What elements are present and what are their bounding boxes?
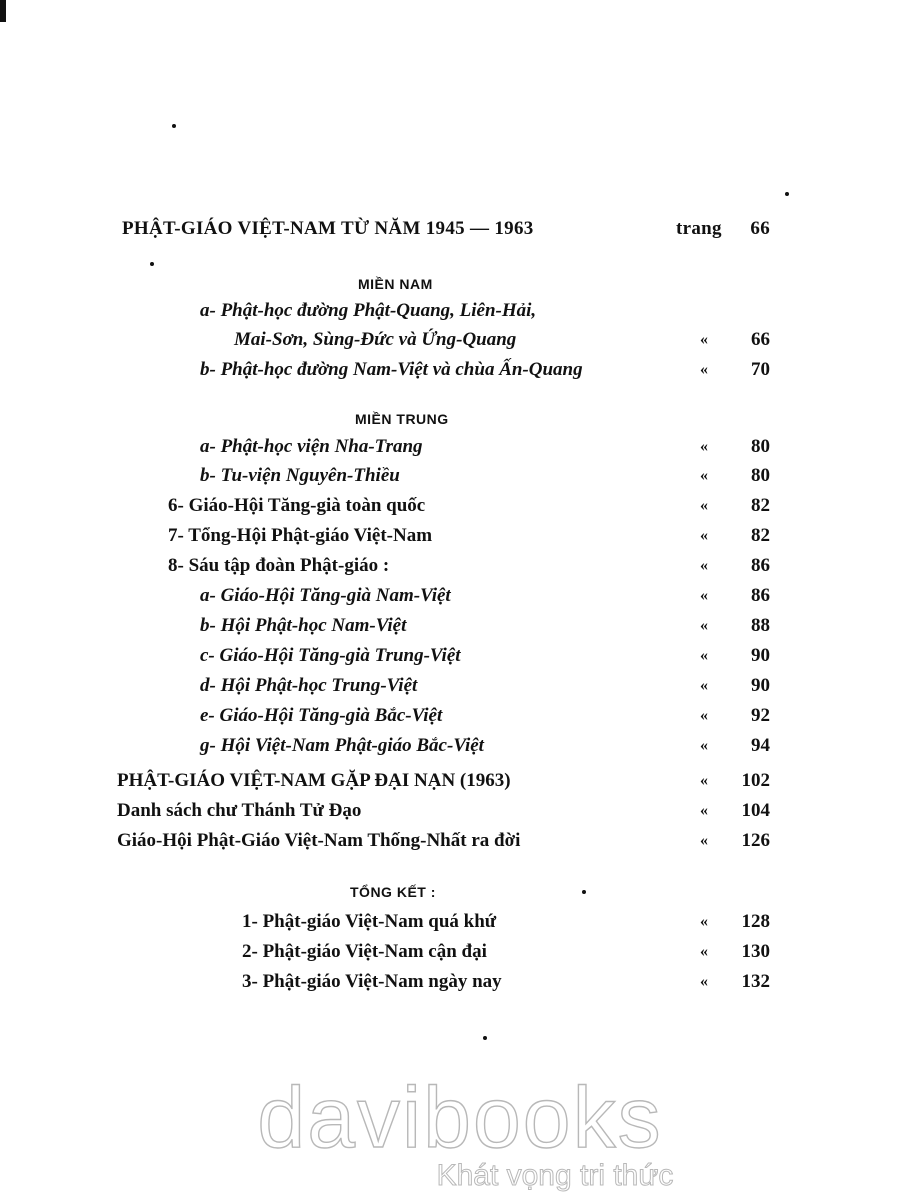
entry-title: 8- Sáu tập đoàn Phật-giáo : <box>168 555 390 576</box>
page-number: 70 <box>751 359 770 380</box>
page-number: 82 <box>751 525 770 546</box>
page-number: 130 <box>741 941 770 962</box>
page-number: 128 <box>741 911 770 932</box>
ditto-mark: « <box>700 617 708 634</box>
ditto-mark: « <box>700 331 708 348</box>
section-heading-mien-nam: MIỀN NAM <box>358 276 433 292</box>
page-number: 86 <box>751 585 770 606</box>
toc-entry-mien-nam-b[interactable] <box>0 355 900 385</box>
ditto-mark: « <box>700 527 708 544</box>
page-number: 82 <box>751 495 770 516</box>
entry-title: b- Tu-viện Nguyên-Thiều <box>200 465 400 486</box>
page-number: 88 <box>751 615 770 636</box>
page-number: 92 <box>751 705 770 726</box>
scan-speck <box>785 192 789 196</box>
entry-title: PHẬT-GIÁO VIỆT-NAM GẶP ĐẠI NẠN (1963) <box>117 770 511 791</box>
entry-title: a- Phật-học viện Nha-Trang <box>200 436 423 457</box>
toc-entry-mien-trung-a[interactable] <box>0 432 900 462</box>
page-number: 126 <box>741 830 770 851</box>
scan-speck <box>172 124 176 128</box>
entry-title: 1- Phật-giáo Việt-Nam quá khứ <box>242 911 497 932</box>
toc-subentry[interactable] <box>0 611 900 641</box>
ditto-mark: « <box>700 832 708 849</box>
toc-subentry[interactable] <box>0 581 900 611</box>
toc-entry-mien-trung-b[interactable] <box>0 461 900 491</box>
ditto-mark: « <box>700 587 708 604</box>
page-number: 80 <box>751 465 770 486</box>
ditto-mark: « <box>700 497 708 514</box>
ditto-mark: « <box>700 647 708 664</box>
ditto-mark: « <box>700 438 708 455</box>
ditto-mark: « <box>700 707 708 724</box>
page-number: 94 <box>751 735 770 756</box>
ditto-mark: « <box>700 467 708 484</box>
entry-title: b- Phật-học đường Nam-Việt và chùa Ấn-Quang <box>200 359 583 380</box>
toc-subentry[interactable] <box>0 671 900 701</box>
entry-title: c- Giáo-Hội Tăng-già Trung-Việt <box>200 645 461 666</box>
ditto-mark: « <box>700 973 708 990</box>
entry-title: e- Giáo-Hội Tăng-già Bắc-Việt <box>200 705 443 726</box>
toc-entry-8[interactable] <box>0 551 900 581</box>
entry-title: 3- Phật-giáo Việt-Nam ngày nay <box>242 971 502 992</box>
page-label: trang <box>676 218 722 239</box>
page-number: 102 <box>741 770 770 791</box>
ditto-mark: « <box>700 677 708 694</box>
entry-title: a- Phật-học đường Phật-Quang, Liên-Hải, <box>200 300 537 321</box>
toc-entry-danh-sach[interactable] <box>0 796 900 826</box>
toc-subentry[interactable] <box>0 641 900 671</box>
scan-edge-mark <box>0 0 6 22</box>
toc-entry-tong-ket-1[interactable] <box>0 907 900 937</box>
toc-entry-tong-ket-3[interactable] <box>0 967 900 997</box>
ditto-mark: « <box>700 361 708 378</box>
toc-entry-mien-nam-a[interactable] <box>0 296 900 326</box>
toc-subentry[interactable] <box>0 731 900 761</box>
watermark-brand: davibooks <box>257 1070 663 1166</box>
page-number: 90 <box>751 675 770 696</box>
ditto-mark: « <box>700 737 708 754</box>
toc-entry-6[interactable] <box>0 491 900 521</box>
entry-title: d- Hội Phật-học Trung-Việt <box>200 675 418 696</box>
toc-entry-main-title[interactable] <box>0 214 900 244</box>
ditto-mark: « <box>700 557 708 574</box>
toc-entry-7[interactable] <box>0 521 900 551</box>
entry-title: 2- Phật-giáo Việt-Nam cận đại <box>242 941 487 962</box>
page-number: 132 <box>741 971 770 992</box>
entry-title: PHẬT-GIÁO VIỆT-NAM TỪ NĂM 1945 — 1963 <box>122 218 534 239</box>
entry-title: g- Hội Việt-Nam Phật-giáo Bắc-Việt <box>200 735 484 756</box>
page-number: 104 <box>741 800 770 821</box>
scan-speck <box>150 262 154 266</box>
section-heading-tong-ket: TỔNG KẾT : <box>350 884 436 900</box>
toc-entry-dai-nan[interactable] <box>0 766 900 796</box>
section-heading-mien-trung: MIỀN TRUNG <box>355 411 449 427</box>
page-number: 66 <box>750 218 770 239</box>
entry-title: b- Hội Phật-học Nam-Việt <box>200 615 407 636</box>
entry-title: a- Giáo-Hội Tăng-già Nam-Việt <box>200 585 451 606</box>
toc-entry-thong-nhat[interactable] <box>0 826 900 856</box>
entry-title: 6- Giáo-Hội Tăng-già toàn quốc <box>168 495 426 516</box>
ditto-mark: « <box>700 772 708 789</box>
entry-title: Mai-Sơn, Sùng-Đức và Ứng-Quang <box>234 329 517 350</box>
toc-entry-mien-nam-a-cont[interactable] <box>0 325 900 355</box>
scan-speck <box>483 1036 487 1040</box>
ditto-mark: « <box>700 802 708 819</box>
entry-title: Danh sách chư Thánh Tử Đạo <box>117 800 362 821</box>
toc-subentry[interactable] <box>0 701 900 731</box>
page-number: 80 <box>751 436 770 457</box>
page-number: 66 <box>751 329 770 350</box>
ditto-mark: « <box>700 913 708 930</box>
ditto-mark: « <box>700 943 708 960</box>
entry-title: 7- Tổng-Hội Phật-giáo Việt-Nam <box>168 525 433 546</box>
page-number: 86 <box>751 555 770 576</box>
entry-title: Giáo-Hội Phật-Giáo Việt-Nam Thống-Nhất ra đời <box>117 830 521 851</box>
page-number: 90 <box>751 645 770 666</box>
watermark-tagline: Khát vọng tri thức <box>436 1159 674 1192</box>
toc-entry-tong-ket-2[interactable] <box>0 937 900 967</box>
